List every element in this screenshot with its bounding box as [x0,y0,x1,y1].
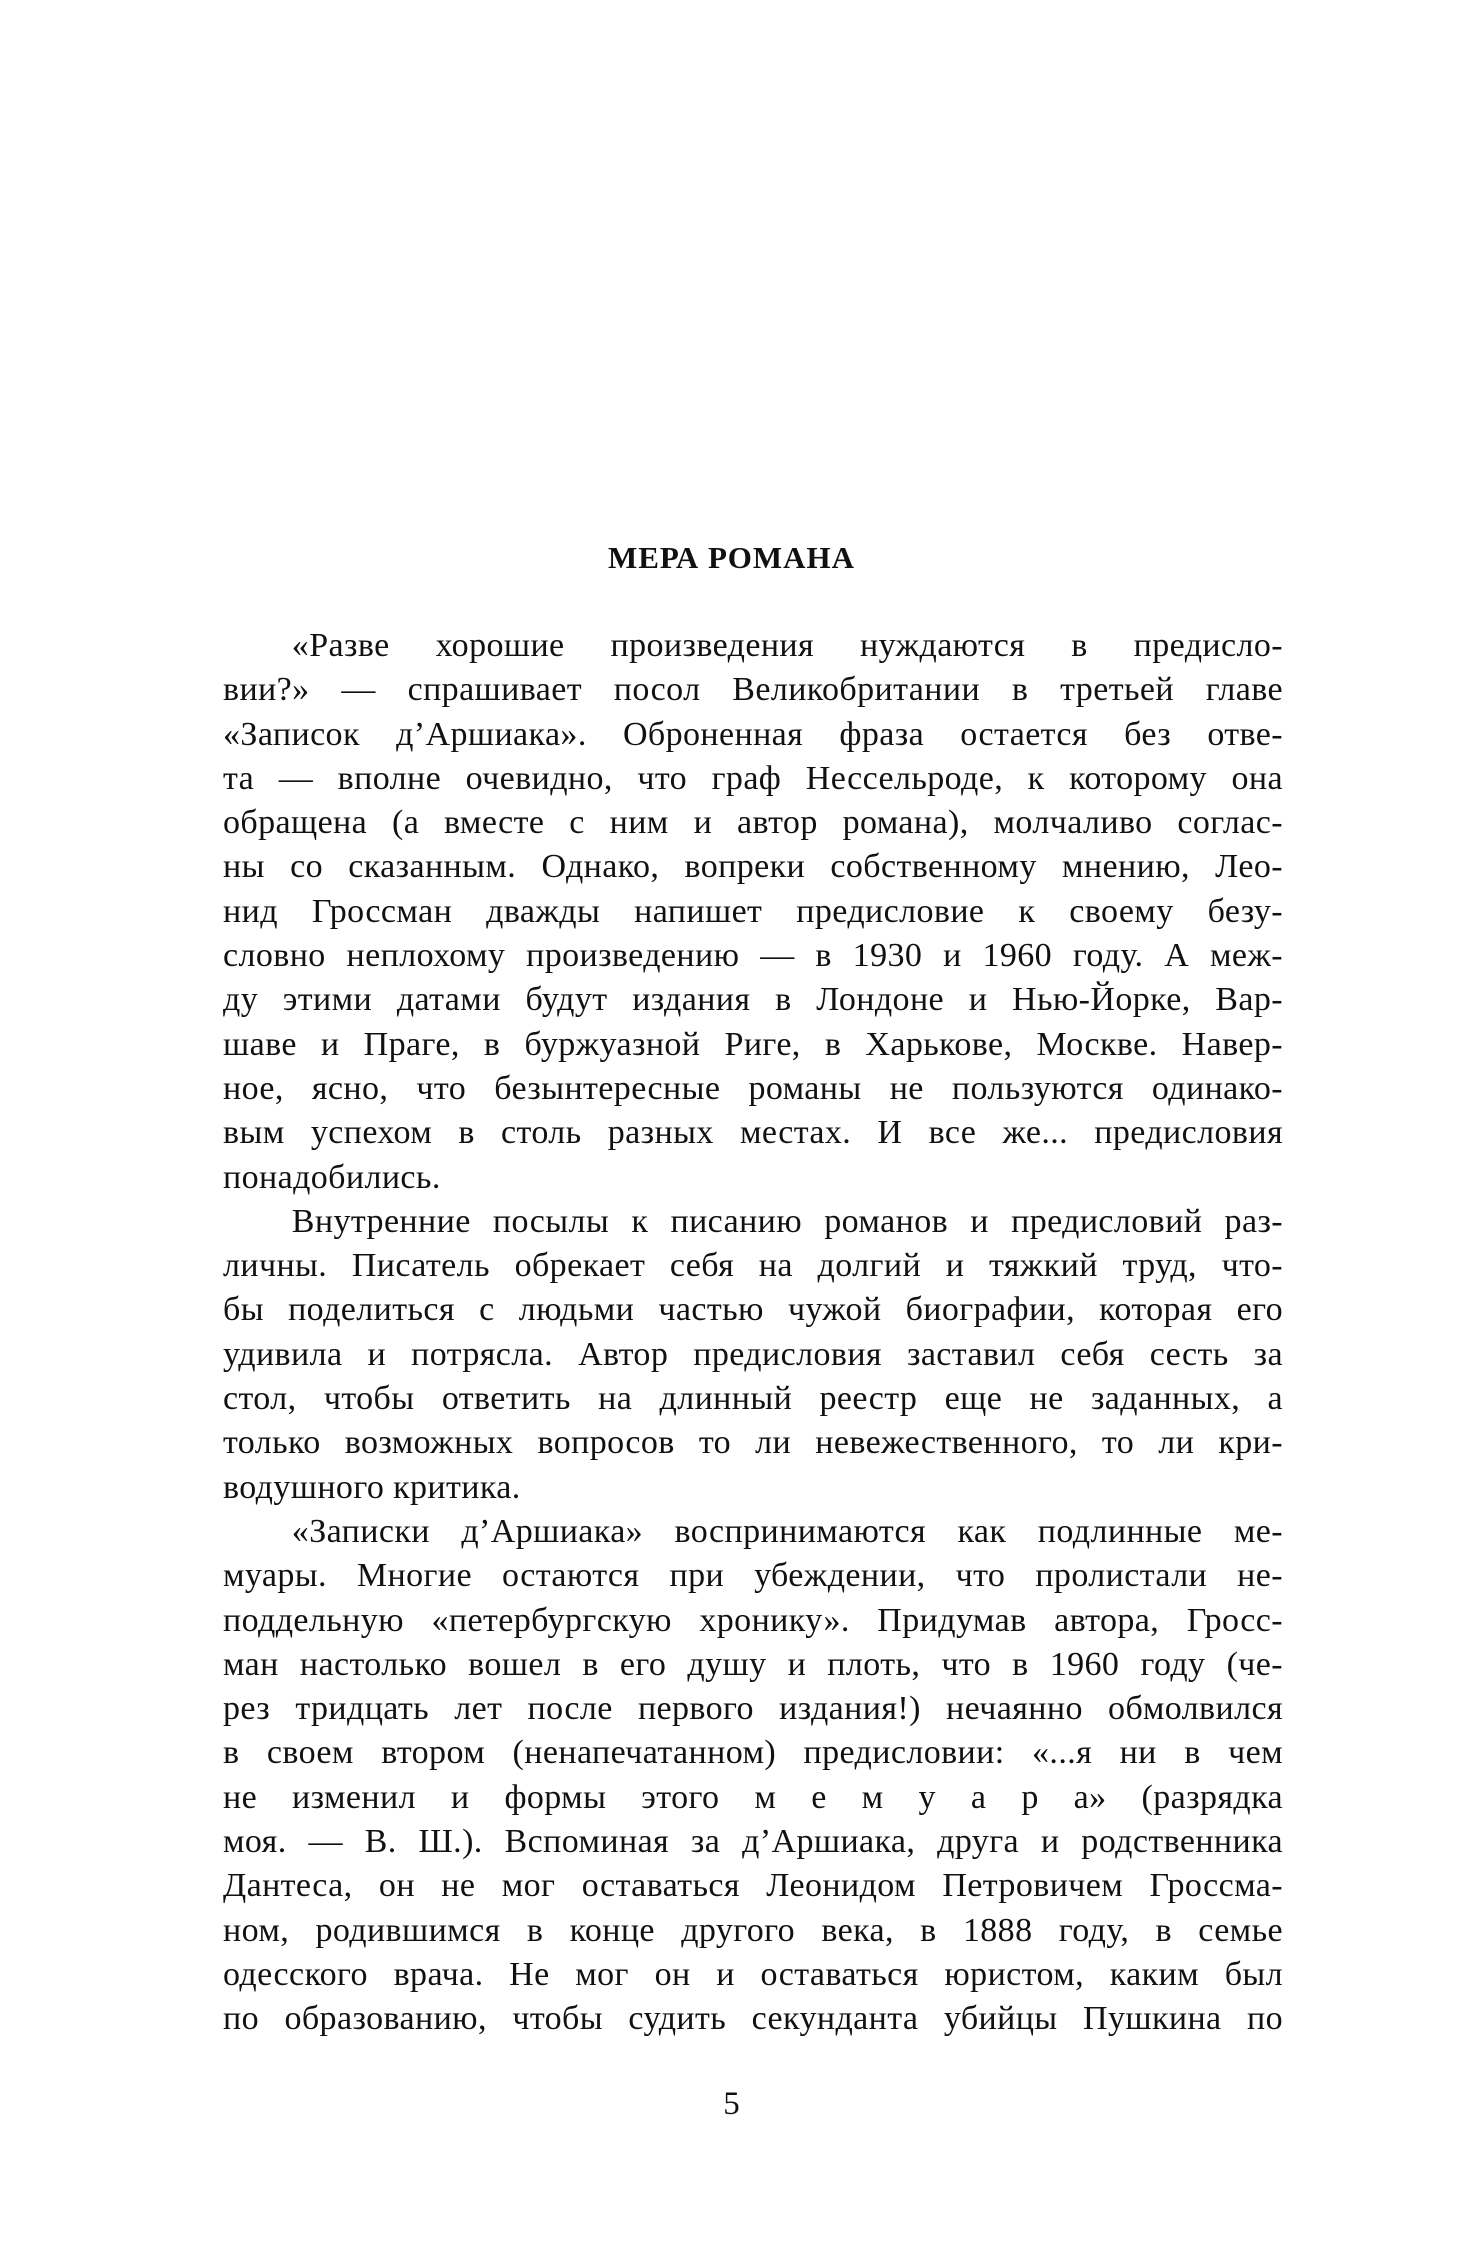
text-line: нид Гроссман дважды напишет предисловие к своему безу- [223,892,1283,930]
text-line: Дантеса, он не мог оставаться Леонидом Петровичем Гроссма- [223,1867,1283,1905]
text-line: по образованию, чтобы судить секунданта убийцы Пушкина по [223,2000,1283,2038]
text-line: вым успехом в столь разных местах. И все же... предисловия [223,1114,1283,1152]
text-line: водушного критика. [223,1468,521,1506]
text-line: ном, родившимся в конце другого века, в 1888 году, в семье [223,1911,1283,1949]
text-line: только возможных вопросов то ли невежественного, то ли кри- [223,1424,1283,1462]
text-line: понадобились. [223,1158,441,1196]
text-line: «Разве хорошие произведения нуждаются в предисло- [223,627,1283,664]
text-line: вии?» — спрашивает посол Великобритании в третьей главе [223,671,1283,709]
text-line: стол, чтобы ответить на длинный реестр еще не заданных, а [223,1380,1283,1418]
text-line: бы поделиться с людьми частью чужой биографии, которая его [223,1291,1283,1329]
text-line: ны со сказанным. Однако, вопреки собственному мнению, Лео- [223,848,1283,886]
text-line: моя. — В. Ш.). Вспоминая за д’Аршиака, друга и родственника [223,1823,1283,1861]
text-line: муары. Многие остаются при убеждении, что пролистали не- [223,1557,1283,1595]
text-line: обращена (а вместе с ним и автор романа), молчаливо соглас- [223,804,1283,842]
text-line: ду этими датами будут издания в Лондоне и Нью-Йорке, Вар- [223,981,1283,1019]
text-line: одесского врача. Не мог он и оставаться юристом, каким был [223,1955,1283,1993]
chapter-title: МЕРА РОМАНА [607,540,856,575]
text-line: шаве и Праге, в буржуазной Риге, в Харькове, Москве. Навер- [223,1025,1283,1063]
text-line: ман настолько вошел в его душу и плоть, что в 1960 году (че- [223,1645,1283,1683]
text-line: поддельную «петербургскую хронику». Придумав автора, Гросс- [223,1601,1283,1639]
text-line: ное, ясно, что безынтересные романы не пользуются одинако- [223,1069,1283,1107]
text-line: «Записок д’Аршиака». Оброненная фраза остается без отве- [223,715,1283,753]
body-text [223,624,1283,2042]
page-number: 5 [723,2086,740,2122]
text-line: словно неплохому произведению — в 1930 и 1960 году. А меж- [223,937,1283,975]
text-line: личны. Писатель обрекает себя на долгий и тяжкий труд, что- [223,1247,1283,1285]
text-line: не изменил и формы этого м е м у а р а» (разрядка [223,1778,1283,1816]
text-line: рез тридцать лет после первого издания!) нечаянно обмолвился [223,1690,1283,1728]
text-line: та — вполне очевидно, что граф Нессельроде, к которому она [223,759,1283,797]
text-line: в своем втором (ненапечатанном) предисловии: «...я ни в чем [223,1734,1283,1772]
text-line: удивила и потрясла. Автор предисловия заставил себя сесть за [223,1335,1283,1373]
text-line: Внутренние посылы к писанию романов и предисловий раз- [223,1202,1283,1240]
text-line: «Записки д’Аршиака» воспринимаются как подлинные ме- [223,1512,1283,1550]
